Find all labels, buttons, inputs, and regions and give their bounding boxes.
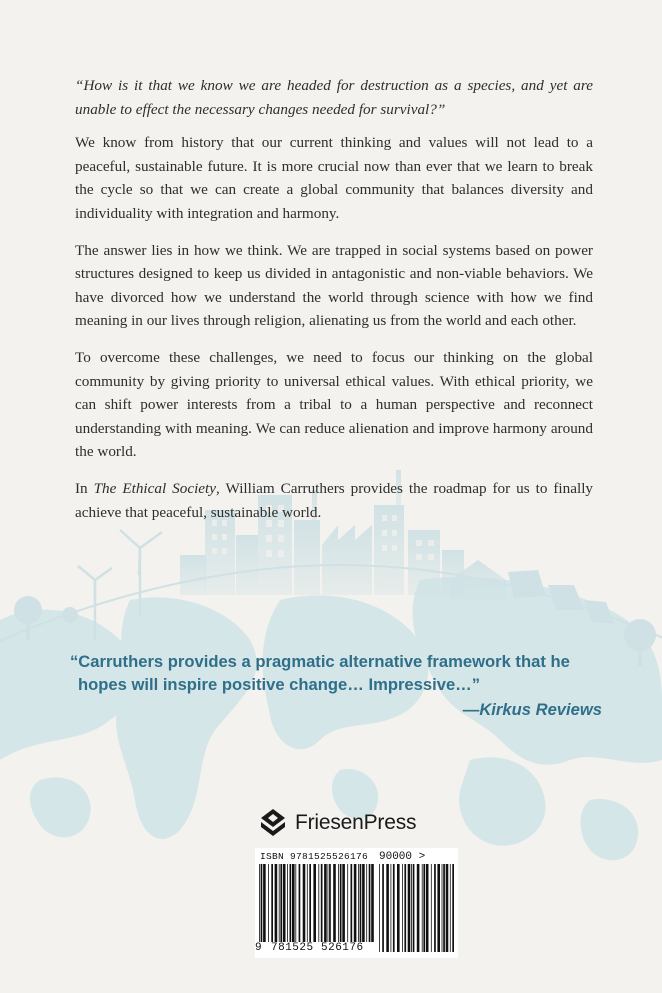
- barcode-bar: [426, 864, 429, 952]
- barcode-bar: [283, 864, 286, 942]
- lead-quote: “How is it that we know we are headed for destruction as a species, and yet are unable to effect the necessary changes needed for survival?”: [75, 77, 593, 118]
- barcode-bar: [360, 864, 362, 942]
- blurb-paragraph-1: We know from history that our current thinking and values will not lead to a peaceful, sustainable future. It is more crucial now than ever that we learn to break the cycle so that we can create a global community that balances diversity and individuality with integration and harmony.: [75, 134, 593, 222]
- barcode-bar: [271, 864, 273, 942]
- blurb-paragraph-3: To overcome these challenges, we need to focus our thinking on the global community by giving priority to universal ethical values. With ethical priority, we can shift power interests from a tribal to a human perspective and reconnect understanding with meaning. We can reduce alienation and improve harmony around the world.: [75, 348, 593, 461]
- barcode-bar: [446, 864, 449, 952]
- barcode-bar: [340, 864, 342, 942]
- barcode-bar: [321, 864, 323, 942]
- barcode-bar: [417, 864, 420, 952]
- review-attribution: [70, 698, 606, 721]
- barcode-bar: [393, 864, 395, 952]
- review-dash: —: [462, 700, 480, 719]
- barcode-bar: [411, 864, 412, 952]
- barcode-bar: [261, 864, 263, 942]
- isbn-barcode: [255, 848, 458, 958]
- barcode-bar: [443, 864, 445, 952]
- barcode-bar: [275, 864, 278, 942]
- publisher-name: FriesenPress: [295, 811, 417, 834]
- barcode-digits-left: 781525: [271, 942, 314, 954]
- friesenpress-logo-icon: [260, 808, 286, 838]
- barcode-bar: [338, 864, 339, 942]
- barcode-digits-right: 526176: [321, 942, 364, 954]
- barcode-bar: [366, 864, 367, 942]
- barcode-bar: [303, 864, 306, 942]
- barcode-bar: [442, 864, 443, 952]
- publisher-logo: [260, 806, 416, 840]
- barcode-bar: [437, 864, 440, 952]
- barcode-bar: [354, 864, 357, 942]
- barcode-bar: [371, 864, 374, 942]
- barcode-bar: [452, 864, 454, 952]
- barcode-bar: [423, 864, 425, 952]
- barcode-bar: [333, 864, 336, 942]
- barcode-bar: [307, 864, 308, 942]
- barcode-bar: [259, 864, 260, 942]
- barcode-bar: [408, 864, 411, 952]
- barcode-digit-first: 9: [255, 942, 263, 954]
- book-title: The Ethical Society: [93, 479, 217, 497]
- blurb-paragraph-2: The answer lies in how we think. We are trapped in social systems based on power structures designed to keep us divided in antagonistic and non-viable behaviors. We have divorced how we understand the world through science with how we find meaning in our lives through religion, alienating us from the world and each other.: [75, 241, 593, 330]
- barcode-bar: [263, 864, 266, 942]
- barcode-bar: [397, 864, 400, 952]
- barcode-bar: [362, 864, 365, 942]
- blurb-paragraph-4: [75, 477, 593, 524]
- barcode-bar: [309, 864, 311, 942]
- barcode-bar: [351, 864, 353, 942]
- barcode-bar: [434, 864, 436, 952]
- barcode-bar: [318, 864, 319, 942]
- barcode-bars-main: [259, 864, 374, 942]
- barcode-bar: [324, 864, 327, 942]
- barcode-bar: [268, 864, 269, 942]
- barcode-bar: [450, 864, 451, 952]
- review-source: Kirkus Reviews: [479, 700, 602, 719]
- barcode-bar: [290, 864, 292, 942]
- barcode-bar: [299, 864, 301, 942]
- barcode-bars-addon: [379, 864, 454, 952]
- barcode-bar: [358, 864, 359, 942]
- barcode-bar: [329, 864, 331, 942]
- barcode-bar: [402, 864, 403, 952]
- review-quote: “Carruthers provides a pragmatic alternative framework that he hopes will inspire positive change… Impressive…”: [70, 652, 570, 694]
- barcode-bar: [280, 864, 282, 942]
- barcode-bar: [369, 864, 371, 942]
- barcode-bar: [379, 864, 380, 952]
- barcode-bar: [422, 864, 423, 952]
- barcode-bar: [431, 864, 432, 952]
- barcode-bar: [287, 864, 288, 942]
- barcode-bar: [386, 864, 389, 952]
- barcode-bar: [391, 864, 392, 952]
- barcode-bar: [295, 864, 296, 942]
- back-cover-blurb: [75, 74, 593, 537]
- paragraph-4-prefix: In: [75, 479, 94, 497]
- barcode-bar: [413, 864, 415, 952]
- review-quote-block: [70, 650, 606, 721]
- isbn-label: ISBN 9781525526176: [260, 851, 369, 862]
- paragraph-4-suffix: , William Carruthers provides the roadmap for us to finally achieve that peaceful, sustainable world.: [75, 479, 594, 521]
- barcode-bar: [279, 864, 280, 942]
- barcode-bar: [342, 864, 345, 942]
- barcode-bar: [313, 864, 316, 942]
- barcode-bar: [328, 864, 329, 942]
- barcode-bar: [292, 864, 295, 942]
- price-code: 90000 >: [379, 851, 426, 863]
- barcode-bar: [382, 864, 384, 952]
- barcode-bar: [404, 864, 406, 952]
- barcode-bar: [347, 864, 348, 942]
